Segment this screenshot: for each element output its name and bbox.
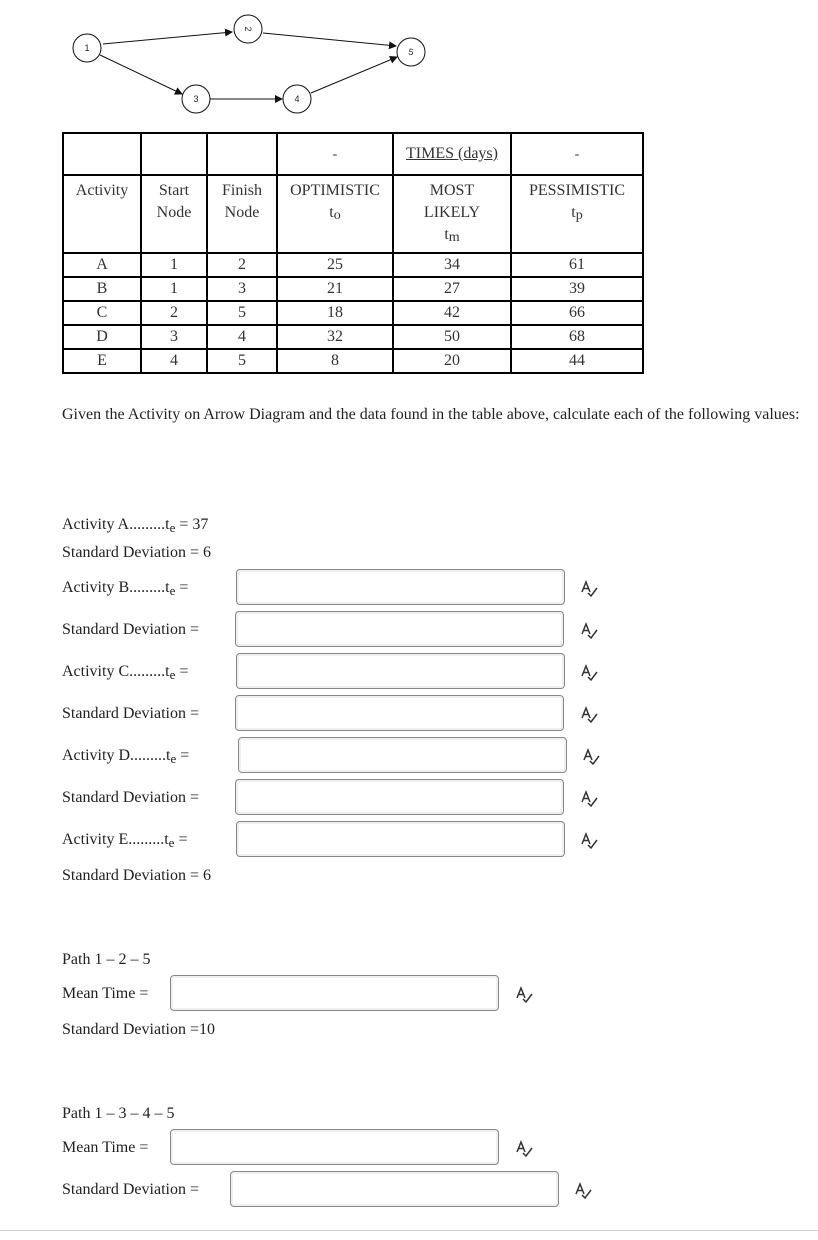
table-cell: D [63, 325, 141, 349]
activity-e-sd-label: Standard Deviation = 6 [62, 867, 211, 884]
table-cell: C [63, 301, 141, 325]
spellcheck-icon[interactable] [579, 789, 599, 809]
activity-a-te-label: Activity A.........te = 37 [62, 516, 209, 535]
path-2-mean-label: Mean Time = [62, 1139, 149, 1156]
activity-e-te-label: Activity E.........te = [62, 831, 188, 850]
table-cell: 21 [277, 277, 393, 301]
arrow-1-2 [103, 32, 232, 44]
node-3 [182, 85, 210, 113]
table-row [63, 277, 643, 301]
path-2-sd-label: Standard Deviation = [62, 1181, 199, 1198]
table-cell: 5 [207, 349, 277, 373]
arrow-2-5 [263, 33, 396, 46]
table-cell: 32 [277, 325, 393, 349]
table-cell: 4 [141, 349, 207, 373]
spellcheck-icon[interactable] [579, 579, 599, 599]
node-label: 1 [84, 43, 90, 53]
table-cell: 8 [277, 349, 393, 373]
activity-on-arrow-diagram [0, 0, 818, 125]
col-header-most-likely: MOST LIKELY tm [393, 175, 511, 253]
table-cell: E [63, 349, 141, 373]
activity-c-sd-input[interactable] [235, 695, 564, 731]
spellcheck-icon[interactable] [514, 985, 534, 1005]
activity-e-te-input[interactable] [236, 821, 565, 857]
col-header-activity: Activity [63, 175, 141, 253]
activity-b-te-label: Activity B.........te = [62, 579, 189, 598]
table-cell: 66 [511, 301, 643, 325]
table-cell: 1 [141, 277, 207, 301]
table-cell: 3 [141, 325, 207, 349]
table-cell: 3 [207, 277, 277, 301]
table-top-row [63, 133, 643, 175]
table-cell [207, 133, 277, 175]
path-1-mean-input[interactable] [170, 975, 499, 1011]
activity-d-sd-input[interactable] [235, 779, 564, 815]
table-cell: 42 [393, 301, 511, 325]
path-1-mean-label: Mean Time = [62, 985, 149, 1002]
table-cell: 1 [141, 253, 207, 277]
table-cell: A [63, 253, 141, 277]
table-cell: 61 [511, 253, 643, 277]
node-4 [283, 85, 311, 113]
arrow-4-5 [311, 57, 397, 93]
instructions-text: Given the Activity on Arrow Diagram and the data found in the table above, calculate each of the following values: [62, 406, 800, 423]
table-cell: 27 [393, 277, 511, 301]
table-cell: 34 [393, 253, 511, 277]
table-cell: 25 [277, 253, 393, 277]
activity-d-te-input[interactable] [238, 737, 567, 773]
node-label: 5 [407, 46, 415, 58]
spellcheck-icon[interactable] [514, 1139, 534, 1159]
activity-d-te-label: Activity D.........te = [62, 747, 190, 766]
path-2-sd-input[interactable] [230, 1171, 559, 1207]
activity-c-sd-label: Standard Deviation = [62, 705, 199, 722]
table-row [63, 349, 643, 373]
table-cell: 2 [141, 301, 207, 325]
table-row [63, 301, 643, 325]
table-cell: - [511, 133, 643, 175]
table-cell: 68 [511, 325, 643, 349]
spellcheck-icon[interactable] [579, 831, 599, 851]
table-header-row [63, 175, 643, 253]
table-cell: 5 [207, 301, 277, 325]
spellcheck-icon[interactable] [581, 747, 601, 767]
node-label: 3 [193, 94, 199, 104]
activity-b-sd-input[interactable] [235, 611, 564, 647]
col-header-start-node: Start Node [141, 175, 207, 253]
table-cell: - [277, 133, 393, 175]
activity-d-sd-label: Standard Deviation = [62, 789, 199, 806]
path-1-title: Path 1 – 2 – 5 [62, 951, 151, 968]
activity-b-te-input[interactable] [236, 569, 565, 605]
node-label: 2 [243, 26, 253, 32]
page-bottom-divider [0, 1230, 818, 1231]
activity-c-te-input[interactable] [236, 653, 565, 689]
table-row [63, 325, 643, 349]
col-header-finish-node: Finish Node [207, 175, 277, 253]
table-cell: B [63, 277, 141, 301]
node-1 [73, 34, 101, 62]
table-cell: 18 [277, 301, 393, 325]
table-row [63, 253, 643, 277]
table-cell: 44 [511, 349, 643, 373]
path-2-title: Path 1 – 3 – 4 – 5 [62, 1105, 175, 1122]
col-header-pessimistic: PESSIMISTIC tp [511, 175, 643, 253]
activity-b-sd-label: Standard Deviation = [62, 621, 199, 638]
activity-c-te-label: Activity C.........te = [62, 663, 189, 682]
node-2 [234, 15, 262, 43]
activity-times-table [62, 132, 644, 374]
table-cell: 2 [207, 253, 277, 277]
table-cell: 39 [511, 277, 643, 301]
activity-a-sd-label: Standard Deviation = 6 [62, 544, 211, 561]
path-1-sd-label: Standard Deviation =10 [62, 1021, 215, 1038]
path-2-mean-input[interactable] [170, 1129, 499, 1165]
col-header-optimistic: OPTIMISTIC to [277, 175, 393, 253]
spellcheck-icon[interactable] [579, 621, 599, 641]
table-cell: 50 [393, 325, 511, 349]
table-cell [63, 133, 141, 175]
spellcheck-icon[interactable] [579, 663, 599, 683]
node-5 [397, 38, 425, 66]
table-cell: 4 [207, 325, 277, 349]
node-label: 4 [294, 94, 300, 104]
spellcheck-icon[interactable] [579, 705, 599, 725]
times-days-header: TIMES (days) [393, 133, 511, 175]
table-cell: 20 [393, 349, 511, 373]
spellcheck-icon[interactable] [573, 1181, 593, 1201]
arrow-1-3 [100, 55, 182, 94]
table-cell [141, 133, 207, 175]
